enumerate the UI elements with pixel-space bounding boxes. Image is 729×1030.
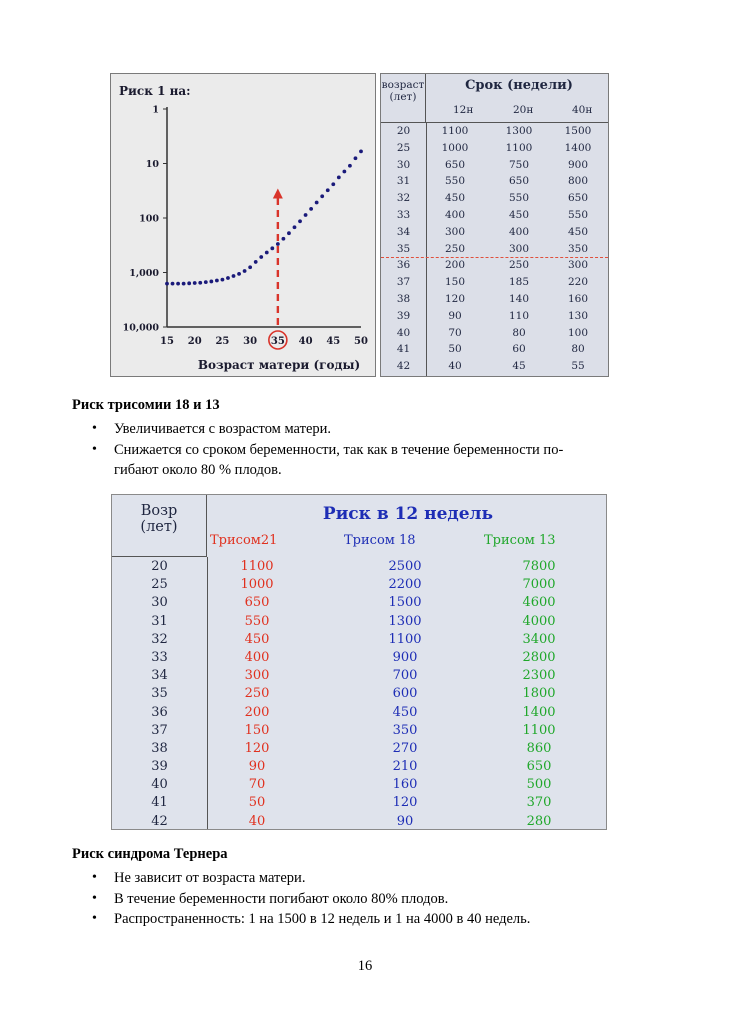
data-point: [265, 251, 269, 255]
table-row: [381, 223, 608, 240]
risk-cell: 130: [567, 309, 589, 322]
table-row: [112, 813, 606, 831]
table-row: [112, 740, 606, 758]
risk-cell: 60: [512, 343, 526, 356]
risk-cell: 650: [508, 175, 530, 188]
table-row: [381, 122, 608, 139]
age-cell: 41: [396, 343, 411, 356]
risk-cell: 40: [448, 360, 462, 373]
table-row: [112, 576, 606, 594]
table-row: [381, 172, 608, 189]
y-tick-label: 10: [145, 159, 159, 170]
table-row: [112, 685, 606, 703]
x-tick-label: 25: [215, 336, 230, 347]
data-point: [359, 150, 363, 154]
trisomy-13-header: Трисом 13: [484, 533, 556, 548]
x-tick-label: 40: [298, 336, 313, 347]
risk-cell: 4000: [522, 613, 556, 629]
table-row: [112, 613, 606, 631]
data-point: [248, 265, 252, 269]
risk-cell: 750: [508, 158, 530, 171]
risk-cell: 500: [526, 777, 552, 793]
risk-12-weeks-table: [111, 494, 607, 830]
risk-cell: 1500: [564, 125, 592, 137]
age-cell: 35: [396, 242, 411, 255]
chart-axes: [167, 107, 361, 327]
risk-cell: 40: [248, 813, 266, 829]
risk-cell: 1100: [522, 722, 556, 738]
risk-cell: 1300: [505, 125, 533, 137]
risk-cell: 1500: [388, 595, 422, 611]
trisomy-18-13-list: [87, 419, 667, 481]
age-cell: 40: [396, 326, 411, 339]
y-tick-label: 100: [139, 213, 159, 225]
y-tick-label: 10,000: [122, 322, 159, 334]
age-cell: 40: [151, 777, 168, 793]
data-point: [304, 213, 308, 217]
risk-cell: 4600: [522, 595, 556, 611]
risk-cell: 1400: [522, 704, 556, 720]
risk-cell: 1300: [388, 613, 422, 629]
table-row: [112, 631, 606, 649]
age-cell: 35: [151, 686, 168, 702]
list-item: • Распространенность: 1 на 1500 в 12 недель и 1 на 4000 в 40 недель.: [87, 909, 667, 930]
week-20-header: 20н: [513, 104, 534, 116]
risk-cell: 250: [444, 242, 466, 255]
risk-cell: 50: [448, 343, 462, 356]
data-point: [331, 182, 335, 186]
table-row: [381, 357, 608, 374]
table-title: Риск в 12 недель: [322, 504, 494, 524]
risk-cell: 650: [444, 158, 466, 171]
risk-cell: 80: [512, 326, 526, 339]
x-tick-label: 45: [326, 336, 341, 347]
risk-cell: 90: [248, 759, 266, 775]
risk-cell: 250: [244, 686, 270, 702]
data-point: [337, 176, 341, 180]
table-row: [381, 307, 608, 324]
table-row: [381, 340, 608, 357]
list-item: • В течение беременности погибают около 80% плодов.: [87, 889, 667, 910]
age-cell: 32: [151, 631, 168, 647]
risk-cell: 140: [508, 292, 530, 305]
risk-cell: 1400: [564, 141, 592, 154]
table-row: [381, 273, 608, 290]
risk-cell: 3400: [522, 631, 556, 647]
data-point: [193, 281, 197, 285]
risk-cell: 120: [444, 292, 466, 305]
risk-cell: 350: [392, 722, 418, 738]
risk-cell: 1100: [240, 559, 274, 574]
risk-cell: 7800: [522, 559, 556, 574]
age-cell: 20: [151, 559, 168, 574]
table-row: [381, 324, 608, 341]
data-point: [187, 281, 191, 285]
x-tick-label: 35: [270, 336, 285, 347]
table-row: [381, 189, 608, 206]
chart-canvas: [111, 74, 377, 378]
age-35-marker: [269, 189, 287, 349]
data-point: [315, 201, 319, 205]
data-point: [237, 272, 241, 276]
data-point: [226, 276, 230, 280]
list-item: • Не зависит от возраста матери.: [87, 868, 667, 889]
age-cell: 42: [396, 360, 411, 373]
risk-cell: 90: [448, 309, 462, 322]
age-cell: 31: [396, 175, 411, 188]
table-row: [112, 704, 606, 722]
age-cell: 30: [396, 158, 411, 171]
risk-cell: 250: [508, 259, 530, 272]
table-row: [381, 206, 608, 223]
risk-cell: 50: [248, 795, 266, 811]
risk-cell: 550: [508, 192, 530, 205]
age-cell: 32: [396, 192, 411, 205]
age-cell: 38: [396, 292, 411, 305]
risk-cell: 7000: [522, 577, 556, 593]
risk-cell: 550: [444, 175, 466, 188]
data-point: [293, 225, 297, 229]
risk-cell: 1100: [388, 631, 422, 647]
y-tick-label: 1,000: [129, 268, 159, 279]
risk-cell: 1000: [240, 577, 274, 593]
risk-cell: 90: [396, 813, 414, 829]
data-point: [232, 274, 236, 278]
risk-cell: 1100: [441, 125, 469, 137]
age-header: [381, 74, 426, 122]
week-12-header: 12н: [453, 104, 474, 116]
table-row: [112, 758, 606, 776]
y-axis-title: Риск 1 на:: [119, 84, 191, 98]
x-tick-label: 20: [187, 336, 202, 347]
x-tick-label: 30: [243, 336, 258, 347]
x-ticks: [160, 336, 368, 347]
table-body: [112, 558, 606, 831]
risk-cell: 70: [248, 777, 266, 793]
data-point: [254, 260, 258, 264]
age-cell: 36: [151, 704, 168, 720]
age-cell: 36: [396, 259, 411, 272]
age-cell: 31: [151, 613, 168, 629]
data-point: [326, 188, 330, 192]
age-cell: 20: [396, 125, 411, 137]
risk-cell: 200: [444, 259, 466, 272]
table-row: [112, 722, 606, 740]
risk-cell: 45: [512, 360, 526, 373]
risk-cell: 900: [567, 158, 589, 171]
age-risk-chart: [110, 73, 376, 377]
trisomy-18-header: Трисом 18: [344, 533, 416, 548]
risk-cell: 210: [392, 759, 418, 775]
risk-cell: 450: [444, 192, 466, 205]
table-row: [112, 776, 606, 794]
risk-cell: 400: [508, 225, 530, 238]
table-header: [381, 74, 608, 123]
data-point: [198, 281, 202, 285]
risk-cell: 450: [567, 225, 589, 238]
x-tick-label: 50: [354, 336, 368, 347]
table-row: [381, 256, 608, 273]
week-40-header: 40н: [572, 104, 593, 116]
risk-cell: 110: [508, 309, 530, 322]
risk-cell: 350: [567, 242, 589, 255]
data-point: [209, 280, 213, 284]
age-cell: 34: [396, 225, 411, 238]
risk-cell: 550: [244, 613, 270, 629]
table-row: [381, 290, 608, 307]
risk-cell: 55: [571, 360, 585, 373]
age-cell: 25: [396, 141, 411, 154]
data-point: [348, 164, 352, 168]
risk-cell: 700: [392, 668, 418, 684]
data-point: [270, 246, 274, 250]
age-cell: 25: [151, 577, 168, 593]
risk-cell: 2500: [388, 559, 422, 574]
risk-cell: 270: [392, 740, 418, 756]
risk-cell: 70: [448, 326, 462, 339]
risk-cell: 160: [392, 777, 418, 793]
risk-cell: 80: [571, 343, 585, 356]
risk-cell: 150: [444, 276, 466, 289]
risk-by-term-table: [380, 73, 609, 377]
table-row: [112, 594, 606, 612]
age-cell: 39: [396, 309, 411, 322]
risk-cell: 650: [567, 192, 589, 205]
risk-cell: 220: [567, 276, 589, 289]
risk-cell: 800: [567, 175, 589, 188]
risk-cell: 300: [567, 259, 589, 272]
age-cell: 37: [396, 276, 411, 289]
list-item: • Увеличивается с возрастом матери.: [87, 419, 667, 440]
risk-points: [165, 150, 363, 286]
risk-cell: 650: [526, 759, 552, 775]
risk-cell: 860: [526, 740, 552, 756]
table-row: [381, 139, 608, 156]
data-point: [165, 282, 169, 286]
age-header-unit: (лет): [389, 91, 417, 103]
age-cell: 42: [151, 813, 168, 829]
data-point: [204, 280, 208, 284]
table-row: [112, 649, 606, 667]
age-header: [112, 495, 207, 557]
age-cell: 38: [151, 740, 168, 756]
data-point: [215, 279, 219, 283]
data-point: [276, 242, 280, 246]
page-number: 16: [357, 958, 373, 974]
risk-cell: 450: [392, 704, 418, 720]
age-35-dashed-divider: [381, 257, 608, 258]
age-cell: 41: [151, 795, 168, 811]
data-point: [243, 269, 247, 273]
list-item: • Снижается со сроком беременности, так как в течение беременности по- гибают около 80 % плодов.: [87, 440, 667, 481]
risk-cell: 2300: [522, 668, 556, 684]
risk-cell: 100: [567, 326, 589, 339]
x-axis-title: Возраст матери (годы): [197, 358, 361, 372]
table-row: [112, 794, 606, 812]
age-header-label: Возр: [140, 503, 178, 519]
risk-cell: 185: [508, 276, 530, 289]
risk-cell: 370: [526, 795, 552, 811]
risk-cell: 280: [526, 813, 552, 829]
data-point: [320, 194, 324, 198]
turner-syndrome-heading: Риск синдрома Тернера: [72, 846, 228, 862]
table-row: [381, 240, 608, 257]
risk-cell: 200: [244, 704, 270, 720]
data-point: [259, 255, 263, 259]
term-header: Срок (недели): [465, 78, 573, 93]
data-point: [176, 282, 180, 286]
risk-cell: 550: [567, 208, 589, 221]
risk-cell: 2200: [388, 577, 422, 593]
risk-cell: 300: [508, 242, 530, 255]
table-row: [112, 667, 606, 685]
age-cell: 33: [396, 208, 411, 221]
data-point: [282, 237, 286, 241]
risk-cell: 2800: [522, 649, 556, 665]
age-cell: 30: [151, 595, 168, 611]
risk-cell: 650: [244, 595, 270, 611]
x-tick-label: 15: [160, 336, 174, 347]
risk-cell: 400: [444, 208, 466, 221]
risk-cell: 120: [392, 795, 418, 811]
y-ticks: [123, 105, 167, 334]
risk-cell: 1800: [522, 686, 556, 702]
risk-cell: 900: [392, 649, 418, 665]
risk-cell: 120: [244, 740, 270, 756]
data-point: [287, 231, 291, 235]
age-cell: 37: [151, 722, 168, 738]
risk-cell: 160: [567, 292, 589, 305]
age-header-unit: (лет): [140, 519, 178, 535]
risk-cell: 400: [244, 649, 270, 665]
table-body: [381, 122, 608, 374]
age-cell: 39: [151, 759, 168, 775]
risk-cell: 300: [444, 225, 466, 238]
data-point: [309, 207, 313, 211]
age-cell: 34: [151, 668, 168, 684]
risk-cell: 300: [244, 668, 270, 684]
data-point: [354, 156, 358, 160]
data-point: [221, 278, 225, 282]
risk-figure: [110, 73, 609, 377]
risk-cell: 1100: [505, 141, 533, 154]
table-row: [112, 558, 606, 576]
turner-syndrome-list: [87, 868, 667, 930]
data-point: [171, 282, 175, 286]
data-point: [182, 282, 186, 286]
y-tick-label: 1: [152, 104, 159, 116]
risk-cell: 450: [244, 631, 270, 647]
table-row: [381, 156, 608, 173]
risk-cell: 1000: [441, 141, 469, 154]
risk-cell: 150: [244, 722, 270, 738]
marker-arrow-head: [273, 189, 283, 199]
data-point: [342, 170, 346, 174]
trisomy-21-header: Трисом21: [210, 533, 278, 548]
age-header-label: возраст: [381, 79, 425, 91]
trisomy-18-13-heading: Риск трисомии 18 и 13: [72, 397, 220, 413]
risk-cell: 450: [508, 208, 530, 221]
risk-cell: 600: [392, 686, 418, 702]
age-cell: 33: [151, 649, 168, 665]
data-point: [298, 219, 302, 223]
